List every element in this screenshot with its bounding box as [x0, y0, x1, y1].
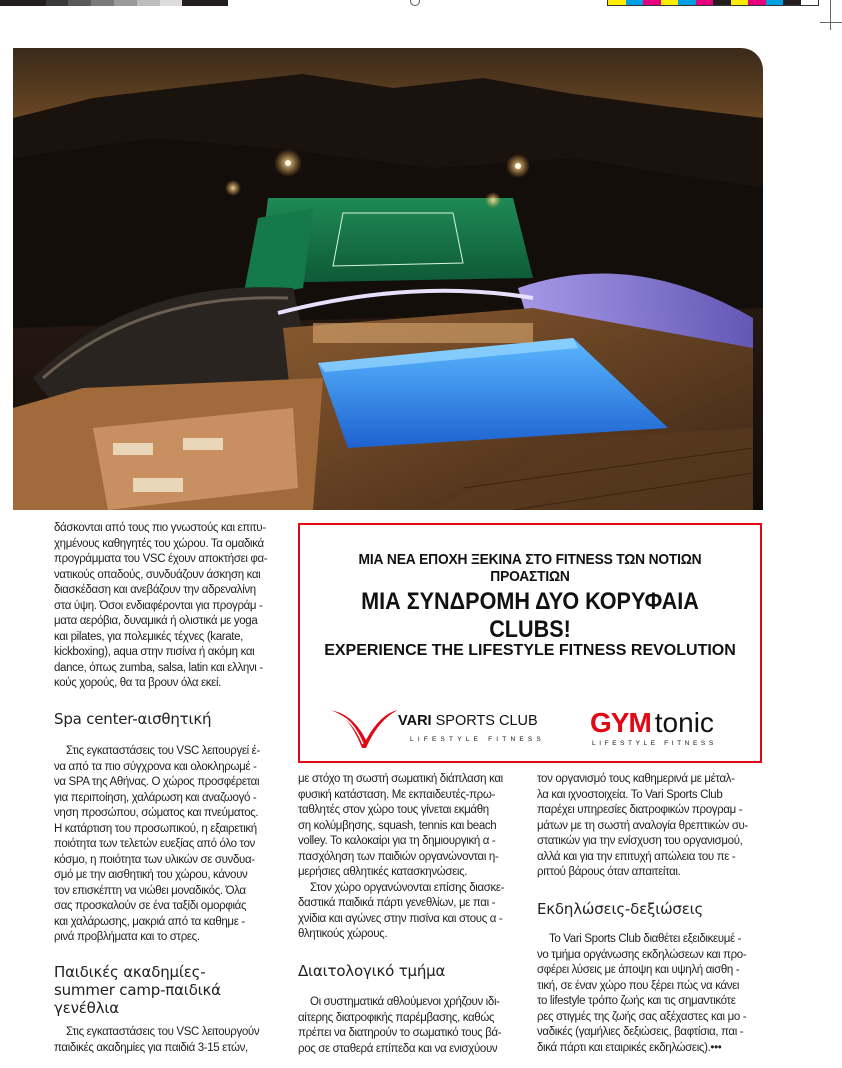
crop-mark [830, 0, 831, 30]
text-line: τική, σε έναν χώρο που ξέρει πώς να κάνει [537, 979, 740, 992]
text-line: και pilates, για πολεμικές τέχνες (karate, [54, 630, 244, 643]
text-line: Η κατάρτιση του προσωπικού, η εξαιρετική [54, 822, 257, 835]
text-line: λα και ιχνοστοιχεία. Το Vari Sports Club [537, 788, 723, 801]
intro-paragraph [54, 521, 290, 692]
color-swatch [46, 0, 69, 6]
text-line: Οι συστηματικά αθλούμενοι χρήζουν ιδι- [310, 996, 500, 1008]
kids-continued-paragraph [298, 772, 526, 943]
color-swatch [205, 0, 228, 6]
text-line: ποιότητα των τελετών ευεξίας από όλο τον [54, 838, 255, 850]
text-line: σμό με την αισθητική του χώρου, κάνουν [54, 869, 248, 881]
spa-paragraph [54, 744, 290, 946]
text-line: πρέπει να διατηρούν το σωματικό τους βά- [298, 1027, 502, 1039]
text-line: Στις εγκαταστάσεις του VSC λειτουργεί έ- [66, 745, 260, 757]
text-line: νηση προσώπου, σώματος και πνεύματος. [54, 807, 259, 819]
color-swatch [0, 0, 23, 6]
text-line: νατικούς οπαδούς, συνδυάζουν άσκηση και [54, 568, 261, 581]
text-line: volley. Το καλοκαίρι για τη δημιουργική α - [298, 835, 496, 847]
diet-paragraph [298, 995, 526, 1057]
color-registration-strip-right [607, 0, 819, 6]
ad-slogan: EXPERIENCE THE LIFESTYLE FITNESS REVOLUTION [324, 642, 736, 659]
kids-heading [54, 963, 290, 1017]
heading-line: summer camp-παιδικά [54, 981, 221, 999]
text-line: δαστικά παιδικά πάρτι γενεθλίων, με παι - [298, 897, 496, 909]
text-line: kickboxing), aqua στην πισίνα ή ακόμη και [54, 646, 255, 658]
vari-v-logo-icon [326, 706, 400, 752]
color-swatch [713, 0, 731, 5]
gym-tonic-logo-text: GYM tonic [590, 707, 714, 738]
text-line: ριττού βάρους όταν απαιτείται. [537, 866, 681, 878]
sports-club-night-photo [13, 48, 763, 510]
color-swatch [801, 0, 819, 5]
text-line: παρέχει υπηρεσίες διατροφικών προγραμ - [537, 804, 743, 816]
text-line: να από τα πιο σύγχρονα και ολοκληρωμέ - [54, 760, 257, 773]
ad-tagline: ΜΙΑ ΝΕΑ ΕΠΟΧΗ ΞΕΚΙΝΑ ΣΤΟ FITNESS ΤΩΝ ΝΟΤΙΩΝ ΠΡΟΑΣΤΙΩΝ [358, 551, 702, 585]
text-line: θλητικούς χώρους. [298, 928, 388, 940]
text-line: δάσκονται από τους πιο γνωστούς και επιτυ- [54, 522, 266, 534]
crop-mark [820, 22, 842, 23]
text-line: σφέρει λύσεις με άποψη και υψηλή αισθη - [537, 964, 740, 976]
color-swatch [23, 0, 46, 6]
text-line: ση κολύμβησης, squash, tennis και beach [298, 819, 497, 832]
text-line: Στον χώρο οργανώνονται επίσης διασκε- [310, 881, 505, 894]
text-line: και χαλάρωσης, μακριά από τα καθημε - [54, 915, 245, 928]
gym-tonic-logo [590, 706, 740, 752]
color-swatch [114, 0, 137, 6]
gym-advertisement [298, 523, 762, 763]
color-swatch [91, 0, 114, 6]
text-line: νο τμήμα οργάνωσης εκδηλώσεων και προ- [537, 948, 747, 961]
text-line: να SPA της Αθήνας. Ο χώρος προσφέρεται [54, 776, 260, 788]
color-swatch [678, 0, 696, 5]
text-line: στα ύψη. Όσοι ενδιαφέρονται για προγράμ - [54, 599, 263, 612]
color-swatch [766, 0, 784, 5]
gym-tonic-logo-subtitle: LIFESTYLE FITNESS [592, 740, 717, 747]
text-line: ρες στιγμές της ζωής σας αξέχαστες και μο - [537, 1010, 747, 1023]
text-line: διασκέδαση και ανεβάζουν την αδρεναλίνη [54, 584, 256, 596]
ad-headline: ΜΙΑ ΣΥΝΔΡΟΜΗ ΔΥΟ ΚΟΡΥΦΑΙΑ CLUBS! [361, 588, 699, 643]
text-line: dance, όπως zumba, salsa, latin και ελληνι - [54, 661, 263, 674]
color-swatch [608, 0, 626, 5]
color-swatch [626, 0, 644, 5]
text-line: ναδικές (γαμήλιες δεξιώσεις, βαφτίσια, παι - [537, 1026, 744, 1038]
vari-sports-club-logo [326, 706, 546, 752]
text-line: Το Vari Sports Club διαθέτει εξειδικευμέ - [549, 933, 742, 945]
color-swatch [643, 0, 661, 5]
text-line: για περιποίηση, χαλάρωση και αναζωογό - [54, 791, 257, 804]
color-swatch [160, 0, 183, 6]
text-line: ταθλητές στον χώρο τους γίνεται εκμάθη [298, 804, 489, 816]
text-line: αλλά και για την επιτυχή απώλεια του πε - [537, 850, 736, 863]
text-line: ματα αερόβια, δυναμικά ή ολιστικά με yoga [54, 615, 258, 627]
text-line: Στις εγκαταστάσεις του VSC λειτουργούν [66, 1026, 260, 1038]
text-line: παιδικές ακαδημίες για παιδιά 3-15 ετών, [54, 1041, 248, 1054]
text-line: το lifestyle τρόπο ζωής και τις σημαντικότε [537, 995, 736, 1007]
color-swatch [748, 0, 766, 5]
color-swatch [783, 0, 801, 5]
text-line: χνίδια και αγώνες στην πισίνα και στους α - [298, 912, 503, 925]
color-swatch [182, 0, 205, 6]
text-line: τον επισκέπτη να νιώθει μοναδικός. Όλα [54, 884, 246, 897]
color-swatch [661, 0, 679, 5]
text-line: ρινά προβλήματα και το στρες. [54, 931, 200, 943]
text-line: δικά πάρτι και εταιρικές εκδηλώσεις).••• [537, 1041, 722, 1054]
text-line: σας προσκαλούν σε ένα ταξίδι ομορφιάς [54, 900, 247, 912]
spa-heading: Spa center-αισθητική [54, 710, 212, 728]
text-line: τον οργανισμό τους καθημερινά με μέταλ- [537, 773, 735, 785]
text-line: κόσμο, η ποιότητα των υλικών σε συνδυα- [54, 853, 255, 866]
text-line: κούς χορούς, θα τα βρουν όλα εκεί. [54, 677, 222, 689]
text-line: ρος σε σταθερά επίπεδα και να ενισχύουν [298, 1042, 498, 1055]
heading-line: γενέθλια [54, 999, 119, 1017]
vari-logo-subtitle: LIFESTYLE FITNESS [410, 736, 545, 743]
registration-target-icon [410, 0, 420, 6]
color-swatch [731, 0, 749, 5]
color-swatch [137, 0, 160, 6]
events-paragraph [537, 932, 765, 1056]
color-swatch [696, 0, 714, 5]
text-line: μάτων με τη σωστή αναλογία θρεπτικών συ- [537, 819, 748, 832]
text-line: φυσική κατάσταση. Με εκπαιδευτές-πρω- [298, 788, 495, 801]
events-heading: Εκδηλώσεις-δεξιώσεις [537, 900, 704, 918]
text-line: μερήσιες αθλητικές κατασκηνώσεις. [298, 866, 468, 878]
diet-continued-paragraph [537, 772, 765, 881]
text-line: πασχόληση των παιδιών οργανώνονται η- [298, 850, 499, 863]
text-line: στατικών για την ενίσχυση του οργανισμού, [537, 835, 743, 847]
text-line: χημένους καθηγητές του χώρου. Τα ομαδικά [54, 537, 264, 550]
diet-heading: Διαιτολογικό τμήμα [298, 962, 446, 980]
color-swatch [68, 0, 91, 6]
vari-logo-text: VARI SPORTS CLUB [398, 713, 538, 729]
text-line: με στόχο τη σωστή σωματική διάπλαση και [298, 773, 503, 785]
kids-paragraph [54, 1025, 290, 1056]
heading-line: Παιδικές ακαδημίες- [54, 963, 206, 981]
color-registration-strip-left [0, 0, 228, 6]
text-line: αίτερης διατροφικής παρέμβασης, καθώς [298, 1011, 495, 1024]
text-line: προγράμματα του VSC έχουν αποκτήσει φα- [54, 553, 268, 565]
